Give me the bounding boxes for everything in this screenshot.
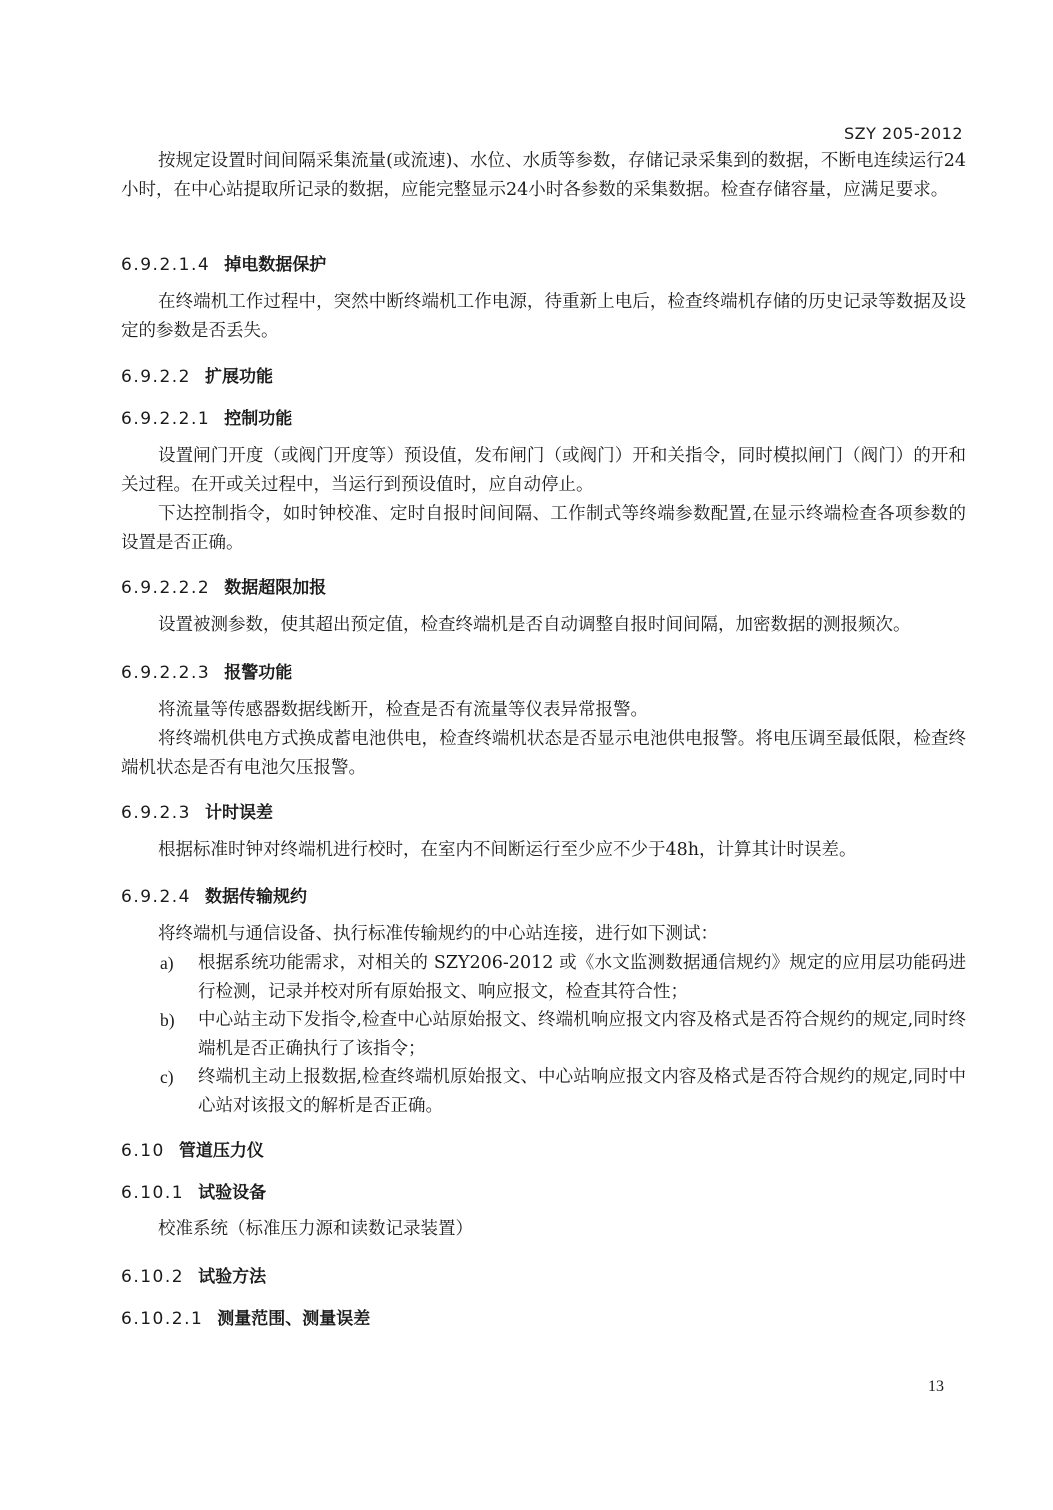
heading-number: 6.9.2.2.3	[121, 663, 211, 683]
heading-6-10-2	[121, 1262, 266, 1287]
list-marker: a)	[160, 953, 174, 973]
heading-number: 6.9.2.4	[121, 887, 191, 907]
list-item-text: 根据系统功能需求，对相关的 SZY206-2012 或《水文监测数据通信规约》规定的应用层功能码进行检测，记录并校对所有原始报文、响应报文，检查其符合性；	[198, 953, 966, 1002]
page-number: 13	[928, 1378, 944, 1395]
list-item-text: 终端机主动上报数据,检查终端机原始报文、中心站响应报文内容及格式是否符合规约的规定,同时中心站对该报文的解析是否正确。	[198, 1067, 966, 1116]
list-item	[160, 1006, 966, 1064]
heading-number: 6.9.2.1.4	[121, 255, 211, 275]
list-item	[160, 949, 966, 1007]
heading-title: 控制功能	[224, 409, 293, 429]
heading-title: 数据超限加报	[224, 578, 327, 598]
heading-number: 6.10	[121, 1141, 165, 1161]
heading-number: 6.10.2.1	[121, 1309, 204, 1329]
list-item	[160, 1063, 966, 1121]
heading-number: 6.10.2	[121, 1267, 185, 1287]
paragraph-storage: 按规定设置时间间隔采集流量(或流速)、水位、水质等参数，存储记录采集到的数据，不断电连续运行24小时，在中心站提取所记录的数据，应能完整显示24小时各参数的采集数据。检查存储容量，应满足要求。	[121, 151, 966, 200]
heading-6-9-2-2-3	[121, 658, 292, 683]
heading-6-9-2-1-4	[121, 250, 326, 275]
heading-number: 6.9.2.2.1	[121, 409, 211, 429]
paragraph-sensor-alarm: 将流量等传感器数据线断开，检查是否有流量等仪表异常报警。	[158, 700, 648, 720]
list-marker: b)	[160, 1010, 175, 1030]
heading-number: 6.10.1	[121, 1183, 185, 1203]
heading-number: 6.9.2.3	[121, 803, 191, 823]
heading-title: 报警功能	[224, 663, 293, 683]
list-item-text: 中心站主动下发指令,检查中心站原始报文、终端机响应报文内容及格式是否符合规约的规定,同时终端机是否正确执行了该指令；	[198, 1010, 966, 1059]
heading-title: 管道压力仪	[178, 1141, 264, 1161]
heading-title: 计时误差	[204, 803, 273, 823]
heading-6-10	[121, 1136, 264, 1161]
heading-6-9-2-4	[121, 882, 307, 907]
paragraph-timing-error: 根据标准时钟对终端机进行校时，在室内不间断运行至少应不少于48h，计算其计时误差。	[158, 840, 857, 860]
heading-number: 6.9.2.2	[121, 367, 191, 387]
paragraph-gate-control: 设置闸门开度（或阀门开度等）预设值，发布闸门（或阀门）开和关指令，同时模拟闸门（阀门）的开和关过程。在开或关过程中，当运行到预设值时，应自动停止。	[121, 446, 966, 495]
paragraph-protocol-intro: 将终端机与通信设备、执行标准传输规约的中心站连接，进行如下测试：	[158, 924, 718, 944]
heading-title: 数据传输规约	[204, 887, 307, 907]
paragraph-over-limit: 设置被测参数，使其超出预定值，检查终端机是否自动调整自报时间间隔，加密数据的测报频次。	[158, 615, 911, 635]
paragraph-control-commands: 下达控制指令，如时钟校准、定时自报时间间隔、工作制式等终端参数配置,在显示终端检查各项参数的设置是否正确。	[121, 504, 966, 553]
heading-6-9-2-3	[121, 798, 273, 823]
heading-6-10-1	[121, 1178, 266, 1203]
heading-title: 试验设备	[198, 1183, 267, 1203]
page-header: SZY 205-2012	[843, 124, 963, 143]
heading-number: 6.9.2.2.2	[121, 578, 211, 598]
paragraph-calibration-system: 校准系统（标准压力源和读数记录装置）	[158, 1219, 473, 1239]
paragraph-battery-alarm: 将终端机供电方式换成蓄电池供电，检查终端机状态是否显示电池供电报警。将电压调至最低限，检查终端机状态是否有电池欠压报警。	[121, 729, 966, 778]
list-marker: c)	[160, 1067, 174, 1087]
heading-title: 扩展功能	[204, 367, 273, 387]
heading-6-9-2-2-2	[121, 573, 326, 598]
heading-title: 测量范围、测量误差	[217, 1309, 371, 1329]
heading-6-9-2-2	[121, 362, 273, 387]
paragraph-power-loss: 在终端机工作过程中，突然中断终端机工作电源，待重新上电后，检查终端机存储的历史记录等数据及设定的参数是否丢失。	[121, 292, 966, 341]
heading-title: 掉电数据保护	[224, 255, 327, 275]
heading-6-10-2-1	[121, 1304, 370, 1329]
heading-6-9-2-2-1	[121, 404, 292, 429]
heading-title: 试验方法	[198, 1267, 267, 1287]
